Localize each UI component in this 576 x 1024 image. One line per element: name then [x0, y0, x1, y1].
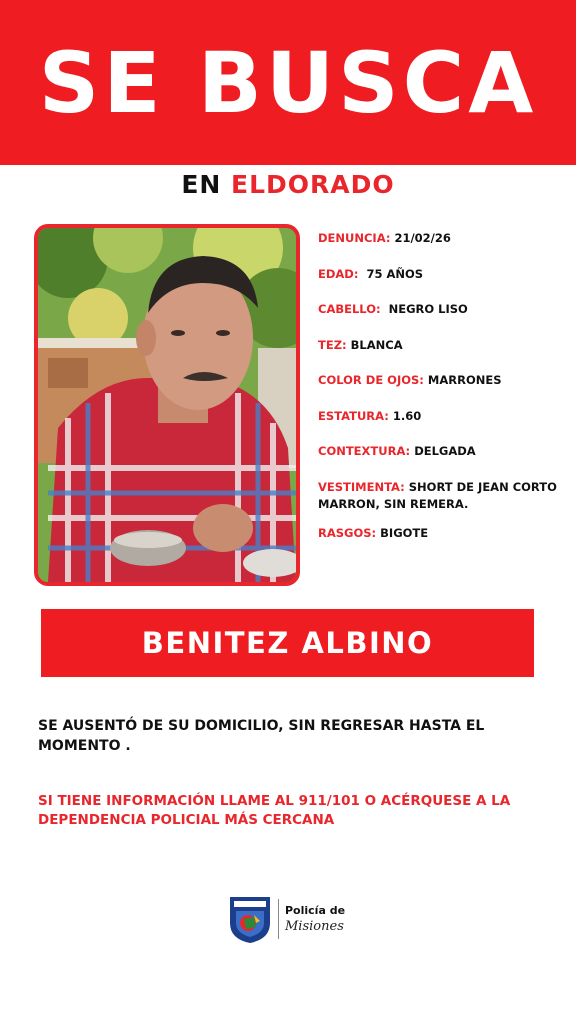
location-line	[0, 170, 576, 199]
detail-label: ESTATURA:	[318, 408, 389, 423]
detail-color-ojos	[318, 372, 563, 389]
detail-cabello	[318, 301, 563, 318]
detail-value: DELGADA	[414, 444, 476, 458]
logo-line1: Policía de	[285, 904, 346, 917]
detail-label: EDAD:	[318, 266, 359, 281]
logo-line2: Misiones	[285, 919, 344, 934]
detail-denuncia	[318, 230, 563, 247]
location-city: ELDORADO	[231, 170, 395, 199]
name-banner	[41, 609, 534, 677]
page-title: SE BUSCA	[38, 33, 538, 132]
missing-person-photo	[34, 224, 300, 586]
contact-info: SI TIENE INFORMACIÓN LLAME AL 911/101 O ACÉRQUESE A LA DEPENDENCIA POLICIAL MÁS CERCANA	[38, 793, 511, 828]
detail-contextura	[318, 443, 563, 460]
detail-label: TEZ:	[318, 337, 347, 352]
details-list	[318, 230, 563, 560]
detail-tez	[318, 337, 563, 354]
photo-illustration	[38, 228, 296, 582]
detail-label: COLOR DE OJOS:	[318, 373, 424, 387]
logo-text	[285, 904, 345, 934]
person-name: BENITEZ ALBINO	[141, 626, 434, 660]
logo-divider	[278, 899, 279, 939]
detail-label: CABELLO:	[318, 302, 381, 316]
detail-value: MARRONES	[427, 373, 502, 387]
detail-value: BLANCA	[350, 337, 403, 352]
detail-value: 21/02/26	[394, 231, 451, 245]
detail-label: RASGOS:	[318, 525, 377, 540]
detail-label: DENUNCIA:	[318, 231, 391, 245]
detail-estatura	[318, 408, 563, 425]
header-banner	[0, 0, 576, 165]
detail-label: VESTIMENTA:	[318, 479, 405, 494]
police-logo	[228, 892, 358, 946]
detail-value: 1.60	[392, 408, 422, 423]
detail-edad	[318, 266, 563, 283]
detail-vestimenta	[318, 479, 563, 513]
detail-value: BIGOTE	[380, 525, 429, 540]
police-shield-icon	[228, 893, 272, 945]
detail-value: 75 AÑOS	[366, 266, 424, 281]
absence-statement: SE AUSENTÓ DE SU DOMICILIO, SIN REGRESAR HASTA EL MOMENTO .	[38, 718, 485, 754]
detail-value: NEGRO LISO	[388, 302, 468, 316]
detail-rasgos	[318, 525, 563, 542]
location-prefix: EN	[181, 170, 222, 199]
detail-value: SHORT DE JEAN CORTO MARRON, SIN REMERA.	[318, 479, 557, 511]
detail-label: CONTEXTURA:	[318, 444, 411, 458]
